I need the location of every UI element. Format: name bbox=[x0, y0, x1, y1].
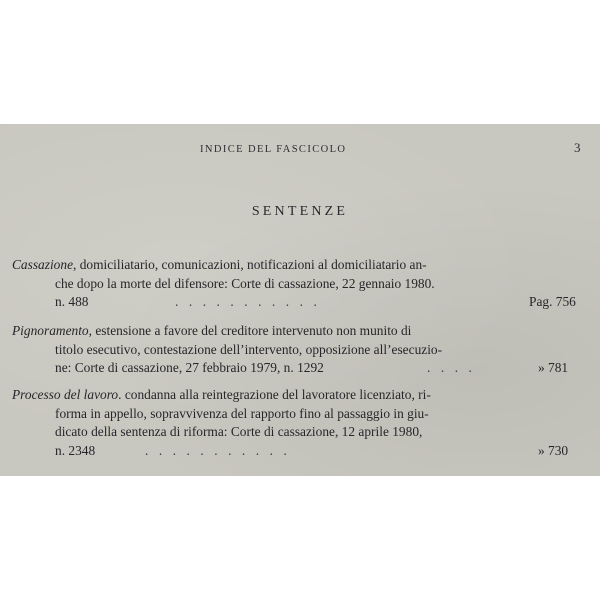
dot-leader: .... bbox=[427, 360, 483, 375]
entry-text: , estensione a favore del creditore intervenuto non munito di bbox=[88, 323, 412, 338]
entry-line bbox=[12, 322, 411, 341]
page-reference: Pag. 756 bbox=[529, 294, 576, 309]
dot-leader: ........... bbox=[145, 442, 298, 458]
entry-text: , domiciliatario, comunicazioni, notificazioni al domiciliatario an- bbox=[73, 257, 427, 272]
entry-line: titolo esecutivo, contestazione dell’intervento, opposizione all’esecuzio- bbox=[55, 341, 443, 357]
entry-text: . condanna alla reintegrazione del lavoratore licenziato, ri- bbox=[118, 387, 431, 402]
page-reference: » 730 bbox=[538, 442, 569, 458]
entry-line: che dopo la morte del difensore: Corte di cassazione, 22 gennaio 1980. bbox=[55, 275, 435, 291]
entry-line bbox=[12, 386, 431, 405]
running-header: INDICE DEL FASCICOLO bbox=[200, 144, 347, 155]
entry-topic: Processo del lavoro bbox=[12, 387, 119, 402]
entry-line: forma in appello, sopravvivenza del rapporto fino al passaggio in giu- bbox=[55, 405, 429, 421]
entry-line: ne: Corte di cassazione, 27 febbraio 1979, n. 1292 bbox=[55, 360, 324, 375]
dot-leader: ........... bbox=[175, 294, 328, 309]
entry-line: n. 2348 bbox=[55, 442, 96, 458]
page-reference: » 781 bbox=[538, 360, 569, 375]
entry-line: dicato della sentenza di riforma: Corte di cassazione, 12 aprile 1980, bbox=[55, 424, 423, 439]
section-title: SENTENZE bbox=[251, 204, 349, 219]
entry-topic: Pignoramento bbox=[12, 323, 89, 338]
entry-line: n. 488 bbox=[55, 294, 89, 309]
entry-line bbox=[12, 256, 427, 275]
book-page bbox=[0, 124, 600, 476]
page-number: 3 bbox=[574, 140, 581, 155]
entry-topic: Cassazione bbox=[12, 257, 74, 272]
